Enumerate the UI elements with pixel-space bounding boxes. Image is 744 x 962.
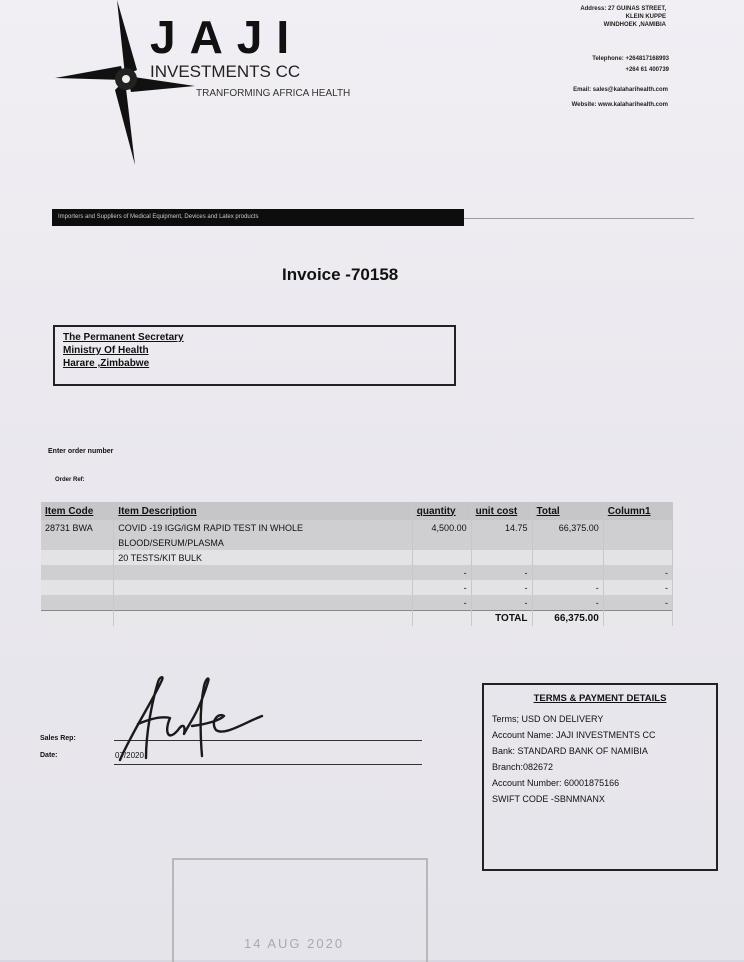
table-cell: - [603, 595, 672, 611]
table-cell: - [412, 580, 471, 595]
invoice-title: Invoice -70158 [282, 265, 399, 284]
address-line: KLEIN KUPPE [625, 14, 666, 20]
table-cell [603, 550, 672, 565]
date-value: 07/2020 [115, 751, 144, 760]
table-cell [41, 580, 114, 595]
items-table [41, 502, 673, 626]
table-cell [603, 520, 672, 535]
table-cell: 14.75 [471, 520, 532, 535]
telephone-line: +264 61 400739 [625, 67, 669, 73]
table-cell [41, 595, 114, 611]
table-cell [532, 535, 603, 550]
table-cell [41, 550, 114, 565]
company-tagline: TRANFORMING AFRICA HEALTH [196, 88, 351, 99]
terms-line: Branch:082672 [492, 762, 554, 772]
table-row [41, 550, 673, 565]
table-cell [532, 565, 603, 580]
table-cell: 28731 BWA [41, 520, 114, 535]
order-number-label: Enter order number [48, 448, 114, 455]
table-cell: COVID -19 IGG/IGM RAPID TEST IN WHOLE [114, 520, 412, 535]
table-cell: BLOOD/SERUM/PLASMA [114, 535, 412, 550]
table-row [41, 520, 673, 535]
table-cell [532, 550, 603, 565]
column-header: Total [532, 502, 603, 520]
table-cell: - [603, 580, 672, 595]
table-row [41, 565, 673, 580]
table-cell [114, 595, 412, 611]
address-line: WINDHOEK ,NAMIBIA [603, 22, 666, 28]
table-cell: - [471, 595, 532, 611]
table-cell [412, 535, 471, 550]
table-cell: - [532, 595, 603, 611]
telephone-line: Telephone: +264817168993 [592, 56, 669, 62]
table-cell: - [471, 565, 532, 580]
table-header-row [41, 502, 673, 520]
column-header: Item Code [41, 502, 114, 520]
table-cell: 4,500.00 [412, 520, 471, 535]
order-ref-label: Order Ref: [55, 477, 85, 483]
total-label: TOTAL [471, 611, 532, 627]
company-subname: INVESTMENTS CC [150, 62, 301, 81]
column-header: Item Description [114, 502, 412, 520]
table-cell: - [471, 580, 532, 595]
table-cell [471, 550, 532, 565]
company-name: JAJI [150, 11, 304, 63]
terms-payment-box [482, 683, 718, 871]
divider [464, 218, 694, 219]
table-row [41, 595, 673, 611]
table-cell: 66,375.00 [532, 520, 603, 535]
address-line: Address: 27 GUINAS STREET, [580, 6, 666, 12]
terms-line: Account Number: 60001875166 [492, 778, 620, 788]
table-row [41, 535, 673, 550]
table-cell [412, 550, 471, 565]
date-label: Date: [40, 752, 58, 759]
terms-line: Bank: STANDARD BANK OF NAMIBIA [492, 746, 648, 756]
recipient-line: The Permanent Secretary [63, 332, 184, 343]
terms-title: TERMS & PAYMENT DETAILS [533, 693, 667, 704]
table-cell [603, 535, 672, 550]
total-value: 66,375.00 [532, 611, 603, 627]
recipient-address-box [53, 325, 456, 386]
table-cell [114, 565, 412, 580]
email-line: Email: sales@kalaharihealth.com [573, 87, 668, 93]
column-header: quantity [412, 502, 471, 520]
table-cell: - [532, 580, 603, 595]
column-header: unit cost [471, 502, 532, 520]
terms-line: Terms; USD ON DELIVERY [492, 714, 604, 724]
table-cell: - [412, 565, 471, 580]
table-cell: 20 TESTS/KIT BULK [114, 550, 412, 565]
sales-rep-label: Sales Rep: [40, 735, 76, 742]
table-cell [471, 535, 532, 550]
business-banner: Importers and Suppliers of Medical Equipment, Devices and Latex products [52, 209, 464, 226]
total-row [41, 611, 673, 627]
recipient-line: Harare ,Zimbabwe [63, 358, 150, 369]
table-row [41, 580, 673, 595]
website-line: Website: www.kalaharihealth.com [571, 102, 668, 108]
stamp-date: 14 AUG 2020 [244, 936, 345, 951]
table-cell: - [412, 595, 471, 611]
recipient-line: Ministry Of Health [63, 345, 149, 356]
table-cell [41, 565, 114, 580]
received-stamp [172, 858, 428, 962]
table-cell: - [603, 565, 672, 580]
terms-line: Account Name: JAJI INVESTMENTS CC [492, 730, 656, 740]
terms-line: SWIFT CODE -SBNMNANX [492, 794, 605, 804]
table-cell [114, 580, 412, 595]
table-cell [41, 535, 114, 550]
signature-icon [112, 672, 282, 772]
column-header: Column1 [603, 502, 672, 520]
